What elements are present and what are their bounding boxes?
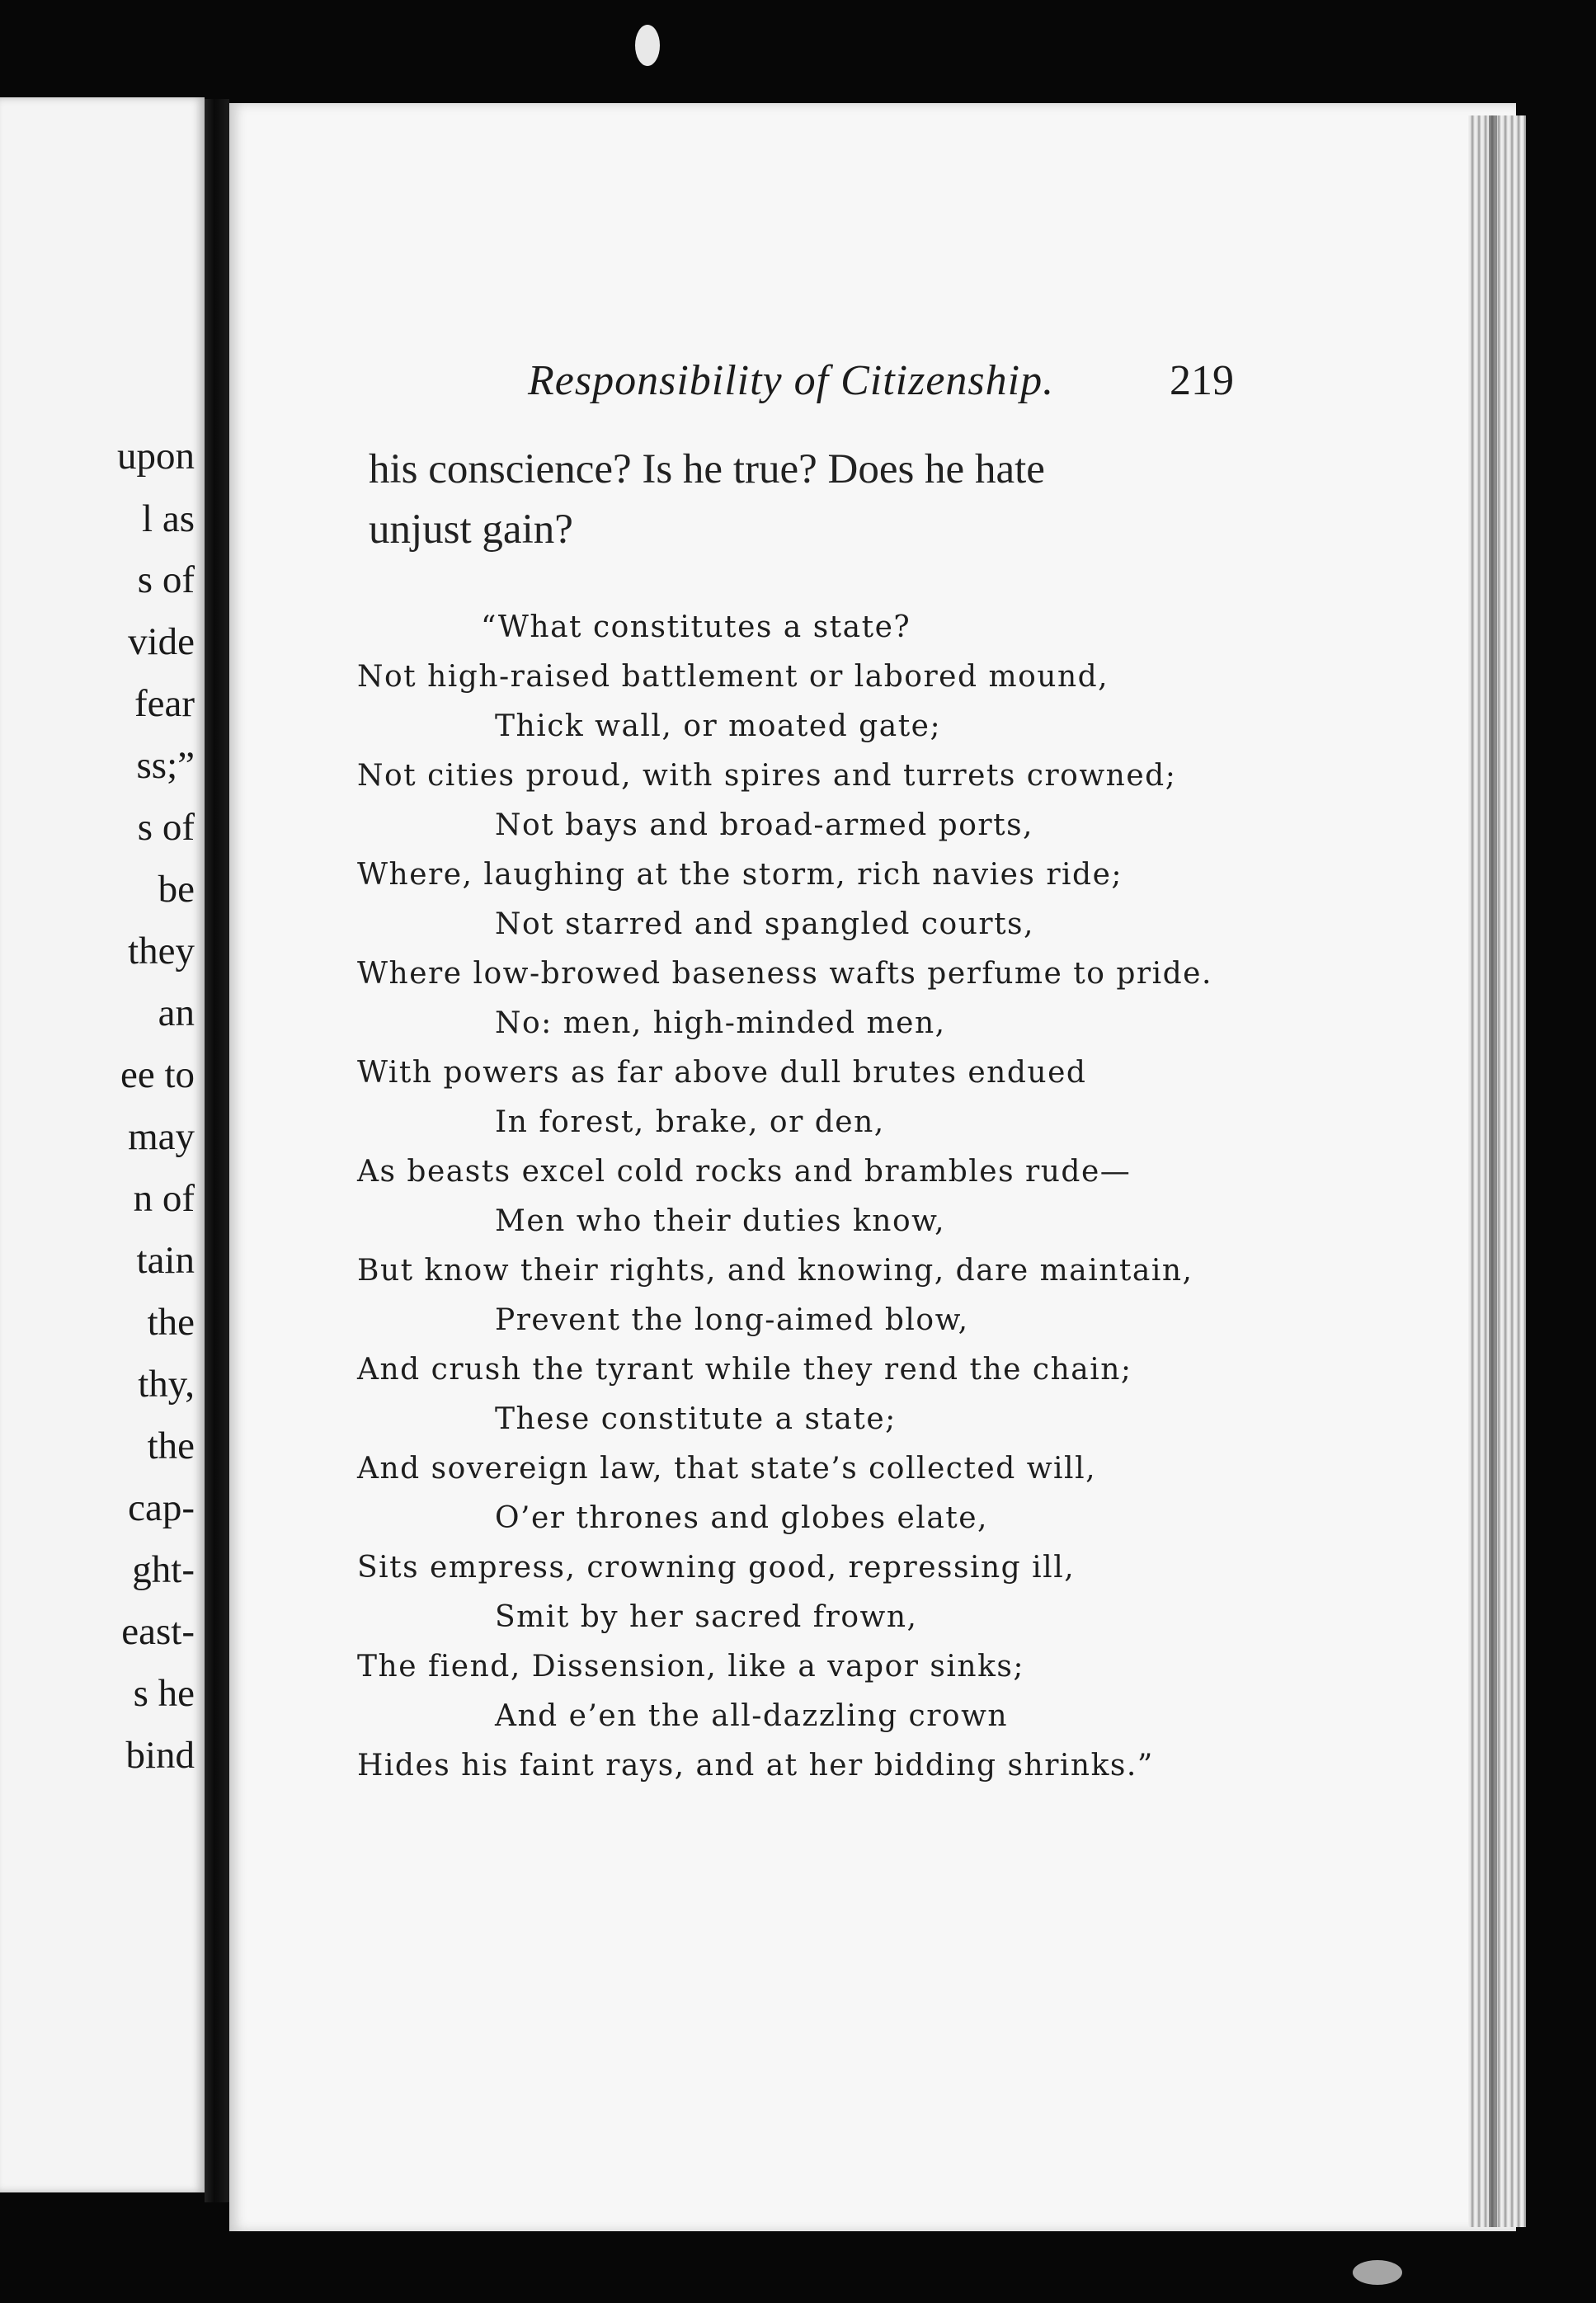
poem-line: In forest, brake, or den, bbox=[495, 1105, 885, 1139]
left-text-line: fear bbox=[134, 682, 195, 725]
poem-line: Prevent the long-aimed blow, bbox=[495, 1303, 969, 1337]
left-text-line: cap- bbox=[128, 1486, 195, 1529]
poem-line: These constitute a state; bbox=[495, 1402, 897, 1436]
poem-line: As beasts excel cold rocks and brambles rude— bbox=[357, 1155, 1132, 1189]
left-text-line: bind bbox=[125, 1734, 195, 1777]
left-text-line: upon bbox=[117, 435, 195, 478]
poem-line: Where, laughing at the storm, rich navies ride; bbox=[357, 858, 1123, 892]
poem-line: No: men, high-minded men, bbox=[495, 1006, 946, 1040]
left-text-line: n of bbox=[133, 1177, 195, 1220]
poem-line: Men who their duties know, bbox=[495, 1204, 946, 1238]
page-edge-stack bbox=[1468, 115, 1526, 2227]
left-text-line: the bbox=[147, 1425, 195, 1467]
poem-line: And e’en the all-dazzling crown bbox=[495, 1699, 1009, 1733]
poem-line: Where low-browed baseness wafts perfume to pride. bbox=[357, 957, 1212, 991]
left-text-line: be bbox=[158, 868, 195, 911]
left-text-line: s of bbox=[137, 806, 195, 849]
poem-line: Hides his faint rays, and at her bidding shrinks.” bbox=[357, 1749, 1154, 1783]
left-text-line: an bbox=[158, 991, 195, 1034]
left-text-line: they bbox=[128, 930, 195, 973]
left-text-line: s he bbox=[133, 1672, 195, 1715]
left-text-line: may bbox=[128, 1115, 195, 1158]
prose-line: unjust gain? bbox=[369, 506, 573, 553]
poem-line: With powers as far above dull brutes endued bbox=[357, 1056, 1087, 1090]
poem-line: O’er thrones and globes elate, bbox=[495, 1501, 988, 1535]
poem-line: Not high-raised battlement or labored mound, bbox=[357, 660, 1109, 694]
poem-line: Not cities proud, with spires and turrets crowned; bbox=[357, 759, 1177, 793]
poem-line: Thick wall, or moated gate; bbox=[495, 709, 942, 743]
page-number: 219 bbox=[1170, 357, 1234, 404]
running-head: Responsibility of Citizenship. bbox=[528, 357, 1055, 404]
poem-line: Not starred and spangled courts, bbox=[495, 907, 1034, 941]
left-text-line: ght- bbox=[132, 1548, 195, 1591]
left-page-fragment bbox=[0, 97, 205, 2192]
poem-line: And crush the tyrant while they rend the chain; bbox=[357, 1353, 1132, 1387]
left-text-line: ee to bbox=[120, 1053, 195, 1096]
left-text-line: tain bbox=[136, 1239, 195, 1282]
poem-line: But know their rights, and knowing, dare maintain, bbox=[357, 1254, 1193, 1288]
prose-line: his conscience? Is he true? Does he hate bbox=[369, 446, 1045, 492]
poem-line: And sovereign law, that state’s collected will, bbox=[357, 1452, 1097, 1486]
left-text-line: thy, bbox=[138, 1363, 195, 1406]
poem-line: Sits empress, crowning good, repressing ill, bbox=[357, 1551, 1076, 1585]
page-edge-shadow bbox=[1489, 115, 1497, 2227]
left-text-line: l as bbox=[142, 497, 195, 540]
dust-speck bbox=[635, 25, 660, 66]
left-text-line: east- bbox=[121, 1610, 195, 1653]
dust-speck bbox=[1353, 2260, 1402, 2285]
poem-line: Smit by her sacred frown, bbox=[495, 1600, 918, 1634]
book-gutter bbox=[205, 99, 229, 2202]
left-text-line: s of bbox=[137, 558, 195, 601]
poem-line: Not bays and broad-armed ports, bbox=[495, 808, 1033, 842]
left-text-line: ss;” bbox=[136, 744, 195, 787]
left-text-line: vide bbox=[128, 620, 195, 663]
left-text-line: the bbox=[147, 1301, 195, 1344]
poem-line: “What constitutes a state? bbox=[481, 610, 911, 644]
poem-line: The fiend, Dissension, like a vapor sinks; bbox=[357, 1650, 1025, 1684]
